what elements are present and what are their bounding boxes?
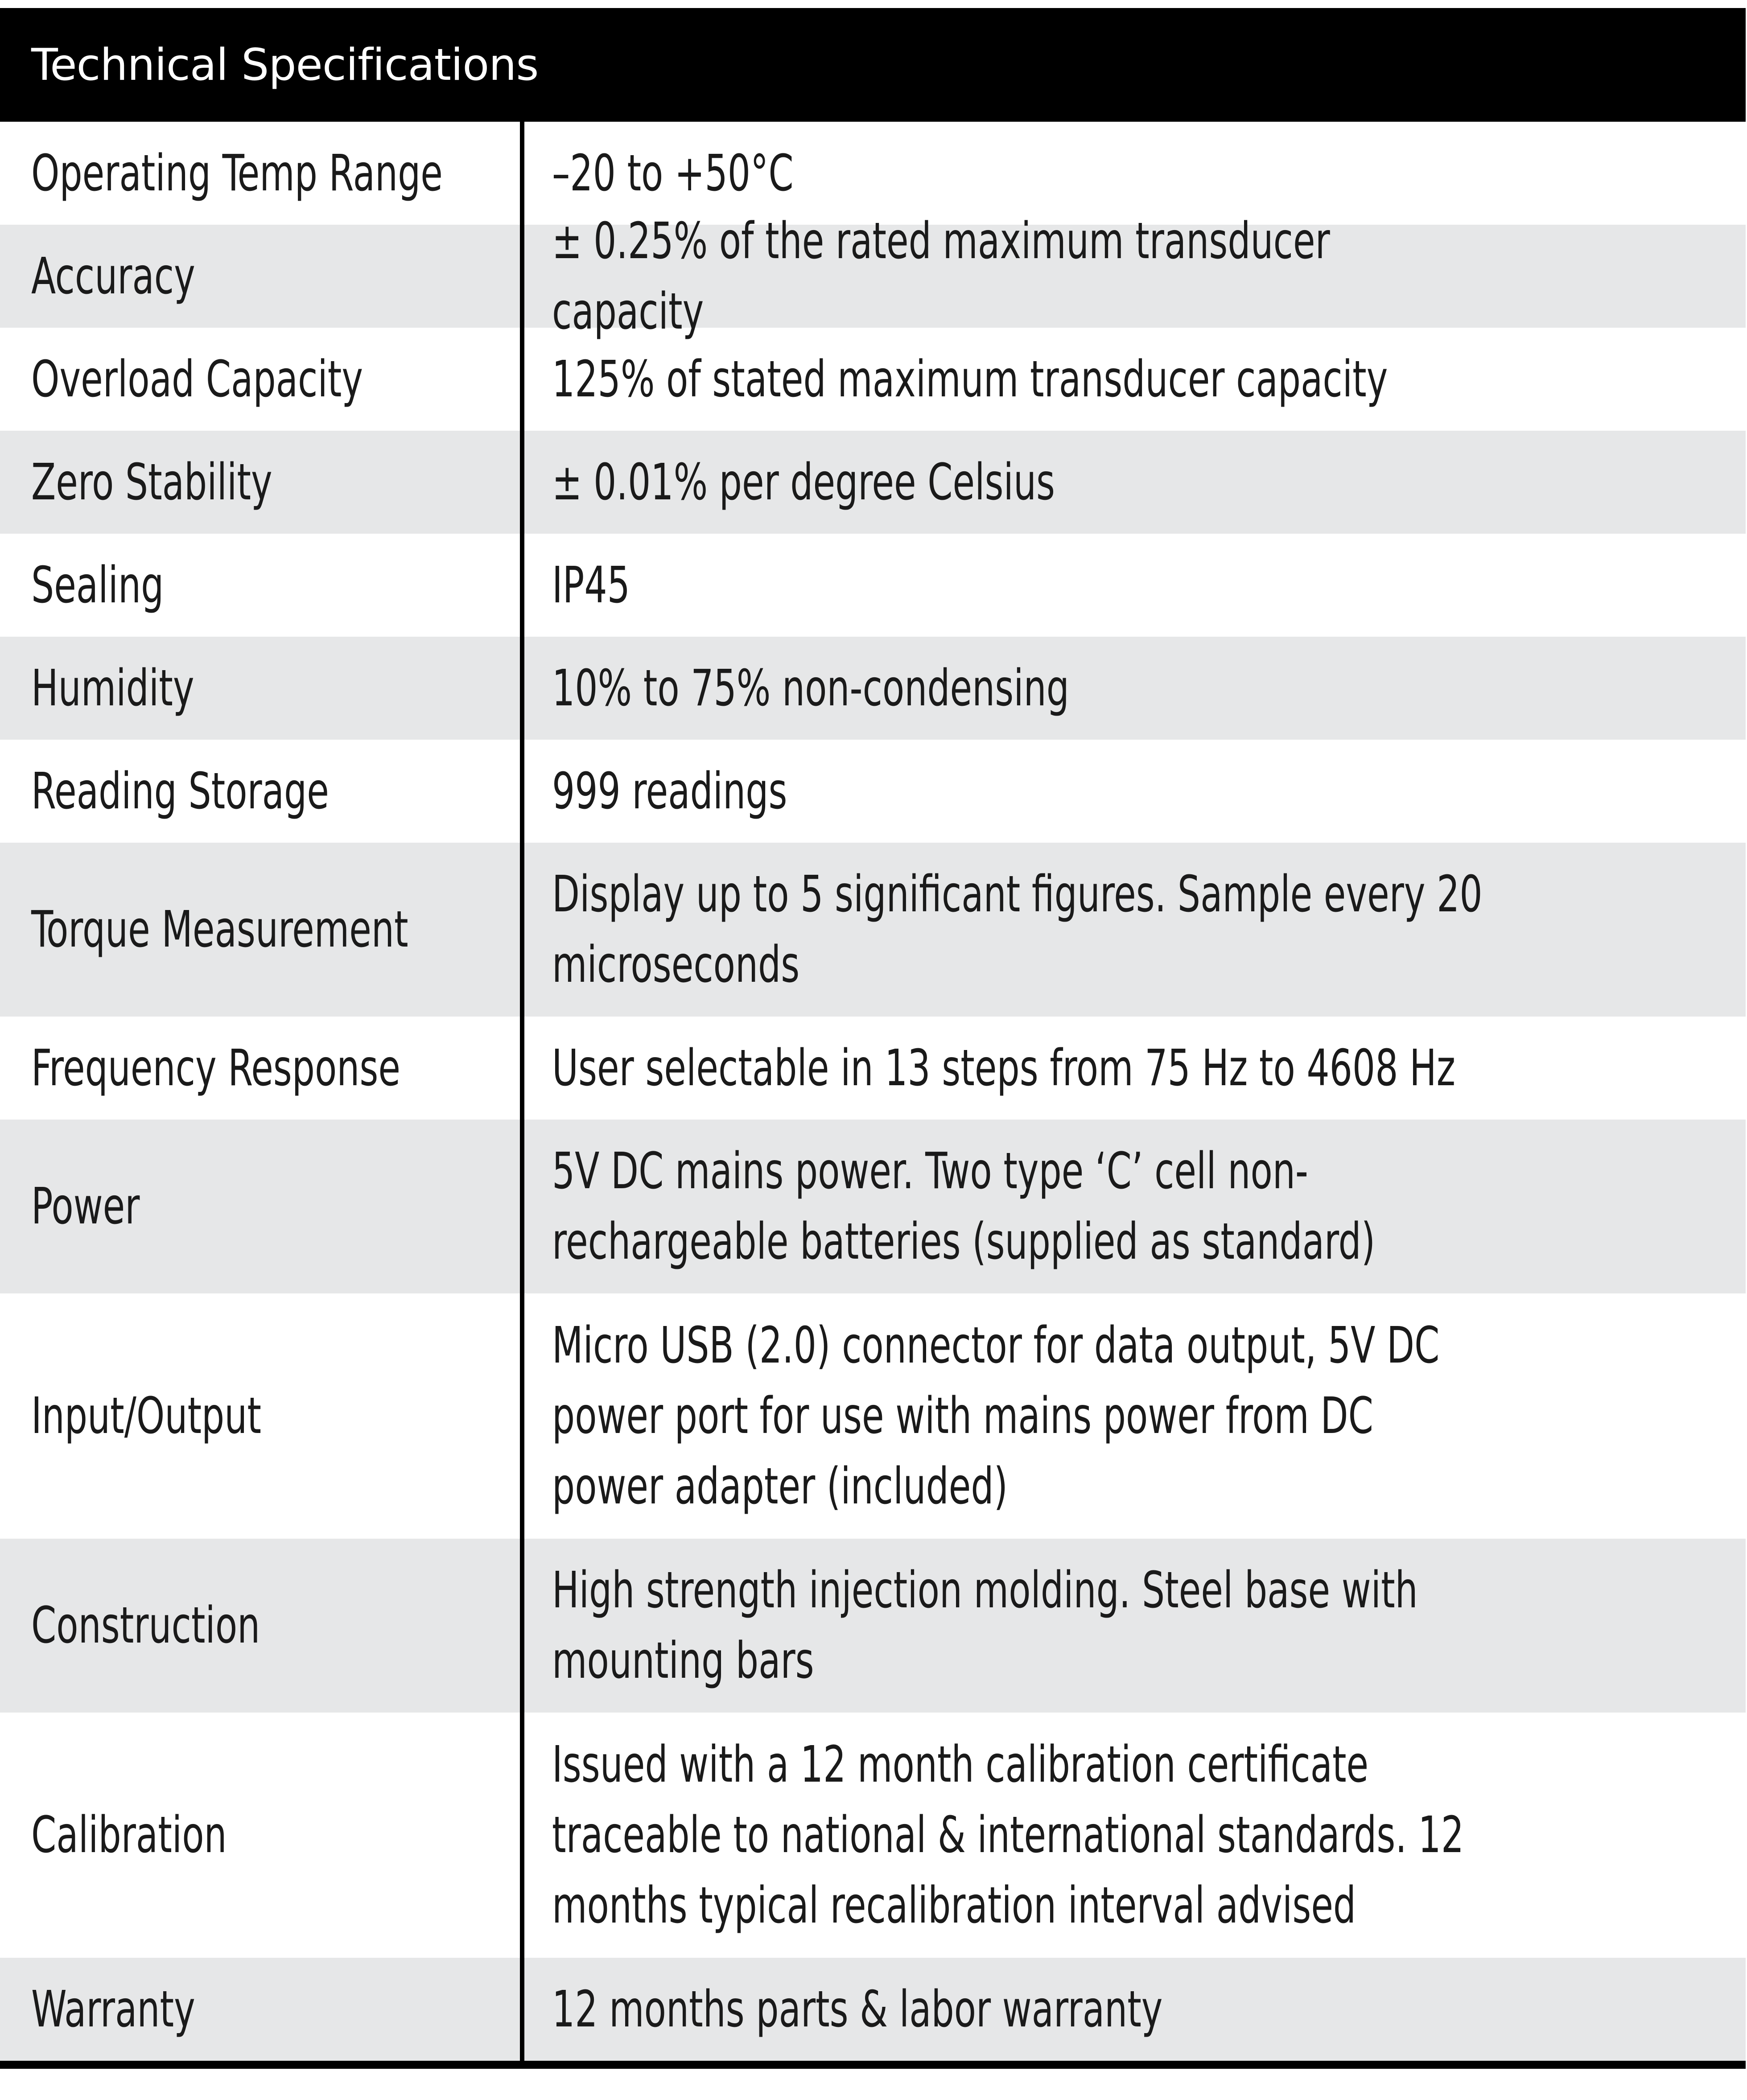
- table-row: [0, 1958, 1746, 2061]
- table-row: [0, 1120, 1746, 1293]
- table-row: [0, 843, 1746, 1017]
- row-label: Input/Output: [31, 1387, 261, 1445]
- table-title-text: Technical Specifications: [31, 39, 539, 91]
- column-divider: [520, 637, 524, 740]
- column-divider: [520, 328, 524, 431]
- row-label: Frequency Response: [31, 1039, 401, 1097]
- row-value: –20 to +50°C: [552, 144, 794, 202]
- row-label: Calibration: [31, 1806, 227, 1864]
- row-value: User selectable in 13 steps from 75 Hz to 4608 Hz: [552, 1039, 1456, 1097]
- row-label: Operating Temp Range: [31, 144, 443, 202]
- table-row: [0, 212, 1746, 341]
- row-label: Zero Stability: [31, 453, 272, 511]
- row-label: Humidity: [31, 659, 194, 717]
- row-value: 10% to 75% non-condensing: [552, 659, 1069, 717]
- spec-table: [0, 8, 1746, 2069]
- table-row: [0, 637, 1746, 740]
- row-label: Construction: [31, 1597, 260, 1655]
- row-value: Display up to 5 significant figures. Sample every 20 microseconds: [552, 865, 1483, 994]
- column-divider: [520, 122, 524, 225]
- table-row: [0, 740, 1746, 843]
- row-value: 12 months parts & labor warranty: [552, 1980, 1163, 2038]
- column-divider: [520, 431, 524, 534]
- column-divider: [520, 1120, 524, 1293]
- row-label: Accuracy: [31, 247, 195, 305]
- row-value: High strength injection molding. Steel base with mounting bars: [552, 1561, 1418, 1690]
- row-label: Warranty: [31, 1980, 195, 2038]
- row-value: 5V DC mains power. Two type ‘C’ cell non-rechargeable batteries (supplied as standard): [552, 1142, 1376, 1271]
- column-divider: [520, 1017, 524, 1120]
- row-label: Overload Capacity: [31, 350, 363, 408]
- column-divider: [520, 534, 524, 637]
- row-label: Torque Measurement: [31, 901, 408, 959]
- table-row: [0, 1713, 1746, 1958]
- row-label: Sealing: [31, 556, 164, 614]
- column-divider: [520, 1293, 524, 1539]
- table-row: [0, 431, 1746, 534]
- row-value: IP45: [552, 556, 630, 614]
- column-divider: [520, 225, 524, 328]
- row-value: ± 0.01% per degree Celsius: [552, 453, 1055, 511]
- table-row: [0, 1017, 1746, 1120]
- column-divider: [520, 1539, 524, 1713]
- table-row: [0, 534, 1746, 637]
- row-value: Micro USB (2.0) connector for data output, 5V DC power port for use with mains power from DC power adapter (included): [552, 1317, 1440, 1515]
- table-title: [0, 8, 1746, 122]
- row-label: Reading Storage: [31, 762, 329, 820]
- row-value: ± 0.25% of the rated maximum transducer capacity: [552, 212, 1330, 341]
- column-divider: [520, 740, 524, 843]
- row-value: 125% of stated maximum transducer capacity: [552, 350, 1388, 408]
- row-value: 999 readings: [552, 762, 787, 820]
- bottom-rule: [0, 2061, 1746, 2069]
- column-divider: [520, 1958, 524, 2061]
- column-divider: [520, 843, 524, 1017]
- column-divider: [520, 1713, 524, 1958]
- row-value: Issued with a 12 month calibration certificate traceable to national & international standards. 12 months typical recalibration interval advised: [552, 1736, 1464, 1935]
- row-label: Power: [31, 1178, 140, 1235]
- table-row: [0, 1293, 1746, 1539]
- table-row: [0, 1539, 1746, 1713]
